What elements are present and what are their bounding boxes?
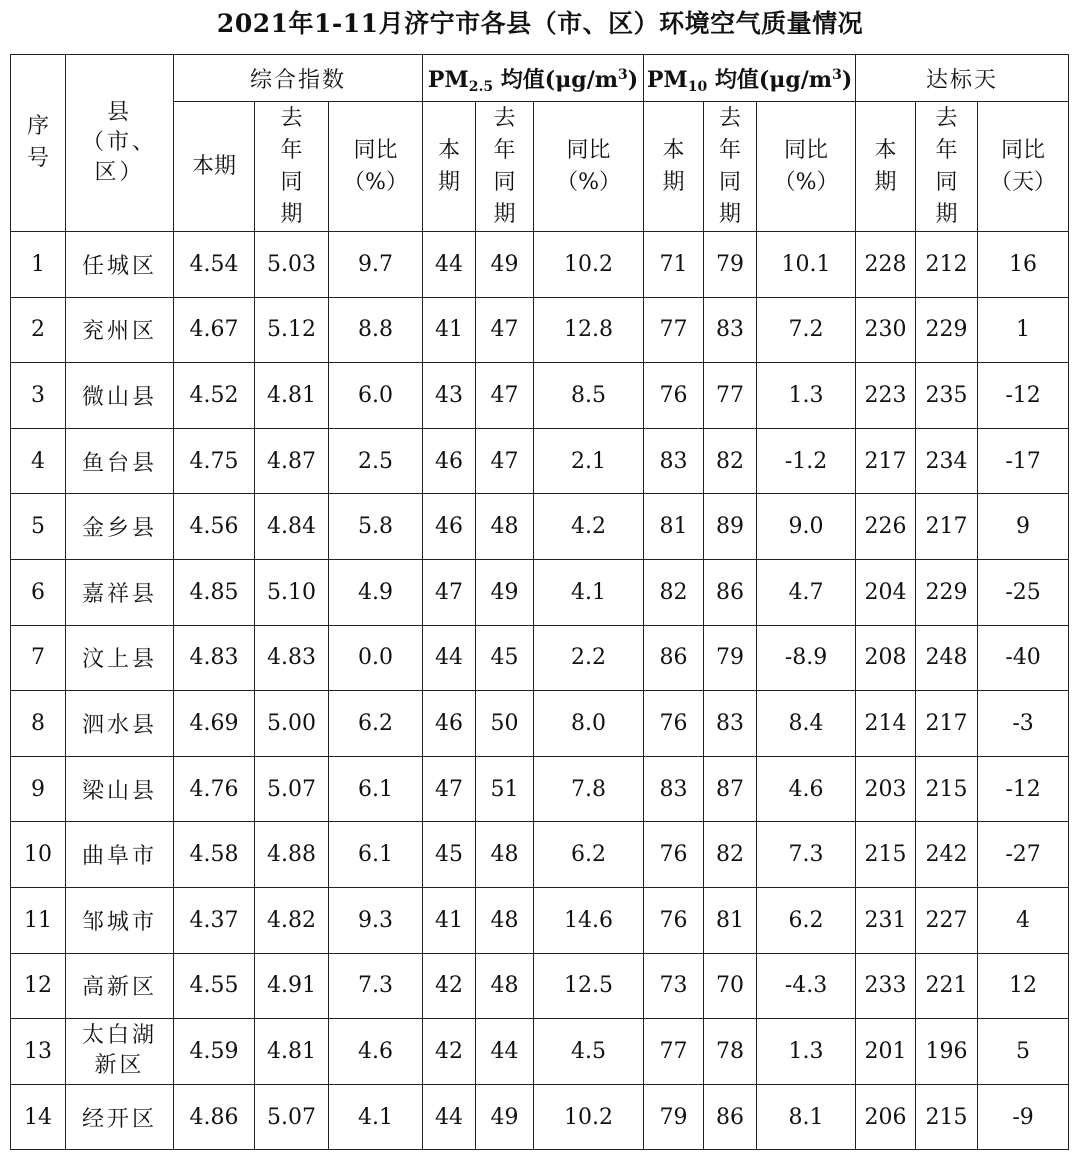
- pm25-yoy-cell: 8.0: [534, 691, 644, 757]
- ci-current-cell: 4.37: [174, 887, 255, 953]
- header-pm25-last-year: 去年同期: [476, 102, 534, 232]
- pm10-last-year-cell: 89: [704, 494, 757, 560]
- ci-yoy-cell: 4.6: [329, 1019, 423, 1085]
- ci-yoy-cell: 4.9: [329, 559, 423, 625]
- header-county: 县（市、区）: [66, 55, 174, 232]
- header-days-yoy: 同比（天）: [978, 102, 1069, 232]
- header-pm10-yoy: 同比（%）: [757, 102, 856, 232]
- days-last-year-cell: 235: [916, 363, 978, 429]
- pm25-yoy-cell: 14.6: [534, 887, 644, 953]
- county-cell: 金乡县: [66, 494, 174, 560]
- pm25-yoy-cell: 6.2: [534, 822, 644, 888]
- county-cell: 汶上县: [66, 625, 174, 691]
- pm10-last-year-cell: 83: [704, 297, 757, 363]
- table-row: [11, 1084, 1069, 1150]
- pm25-yoy-cell: 12.5: [534, 953, 644, 1019]
- pm10-yoy-cell: -8.9: [757, 625, 856, 691]
- ci-yoy-cell: 2.5: [329, 428, 423, 494]
- pm10-last-year-cell: 79: [704, 232, 757, 298]
- ci-current-cell: 4.83: [174, 625, 255, 691]
- pm25-last-year-cell: 47: [476, 363, 534, 429]
- pm10-current-cell: 82: [644, 559, 704, 625]
- county-cell: 经开区: [66, 1084, 174, 1150]
- seq-cell: 2: [11, 297, 66, 363]
- header-composite-index: 综合指数: [174, 55, 423, 102]
- pm10-last-year-cell: 83: [704, 691, 757, 757]
- pm10-last-year-cell: 86: [704, 559, 757, 625]
- ci-yoy-cell: 6.2: [329, 691, 423, 757]
- pm10-last-year-cell: 77: [704, 363, 757, 429]
- seq-cell: 7: [11, 625, 66, 691]
- pm25-yoy-cell: 8.5: [534, 363, 644, 429]
- pm25-current-cell: 42: [423, 953, 476, 1019]
- header-pm25-current: 本期: [423, 102, 476, 232]
- days-yoy-cell: 1: [978, 297, 1069, 363]
- ci-current-cell: 4.85: [174, 559, 255, 625]
- days-last-year-cell: 221: [916, 953, 978, 1019]
- ci-yoy-cell: 7.3: [329, 953, 423, 1019]
- pm10-yoy-cell: 9.0: [757, 494, 856, 560]
- ci-last-year-cell: 4.88: [255, 822, 329, 888]
- pm25-yoy-cell: 7.8: [534, 756, 644, 822]
- days-last-year-cell: 248: [916, 625, 978, 691]
- pm25-current-cell: 43: [423, 363, 476, 429]
- pm25-yoy-cell: 10.2: [534, 1084, 644, 1150]
- pm10-last-year-cell: 82: [704, 822, 757, 888]
- days-current-cell: 228: [856, 232, 916, 298]
- days-yoy-cell: -3: [978, 691, 1069, 757]
- ci-last-year-cell: 4.83: [255, 625, 329, 691]
- days-current-cell: 203: [856, 756, 916, 822]
- county-cell: 泗水县: [66, 691, 174, 757]
- days-last-year-cell: 227: [916, 887, 978, 953]
- days-yoy-cell: 16: [978, 232, 1069, 298]
- pm10-last-year-cell: 86: [704, 1084, 757, 1150]
- pm10-current-cell: 83: [644, 756, 704, 822]
- ci-last-year-cell: 5.10: [255, 559, 329, 625]
- pm25-last-year-cell: 48: [476, 887, 534, 953]
- pm25-last-year-cell: 47: [476, 297, 534, 363]
- pm10-yoy-cell: 7.2: [757, 297, 856, 363]
- ci-yoy-cell: 6.1: [329, 822, 423, 888]
- days-current-cell: 201: [856, 1019, 916, 1085]
- pm25-last-year-cell: 48: [476, 494, 534, 560]
- days-yoy-cell: 9: [978, 494, 1069, 560]
- pm25-last-year-cell: 49: [476, 232, 534, 298]
- header-compliant-days: 达标天: [856, 55, 1069, 102]
- pm10-yoy-cell: 4.7: [757, 559, 856, 625]
- pm25-yoy-cell: 10.2: [534, 232, 644, 298]
- seq-cell: 13: [11, 1019, 66, 1085]
- header-pm10-last-year: 去年同期: [704, 102, 757, 232]
- ci-yoy-cell: 5.8: [329, 494, 423, 560]
- pm10-yoy-cell: 8.4: [757, 691, 856, 757]
- table-row: [11, 822, 1069, 888]
- pm25-current-cell: 41: [423, 887, 476, 953]
- pm10-yoy-cell: 1.3: [757, 1019, 856, 1085]
- ci-current-cell: 4.75: [174, 428, 255, 494]
- pm25-yoy-cell: 4.1: [534, 559, 644, 625]
- seq-cell: 12: [11, 953, 66, 1019]
- county-cell: 任城区: [66, 232, 174, 298]
- ci-yoy-cell: 6.0: [329, 363, 423, 429]
- ci-last-year-cell: 4.84: [255, 494, 329, 560]
- days-last-year-cell: 217: [916, 494, 978, 560]
- pm10-yoy-cell: -1.2: [757, 428, 856, 494]
- seq-cell: 10: [11, 822, 66, 888]
- pm25-current-cell: 42: [423, 1019, 476, 1085]
- days-current-cell: 230: [856, 297, 916, 363]
- pm25-yoy-cell: 2.1: [534, 428, 644, 494]
- days-yoy-cell: -9: [978, 1084, 1069, 1150]
- pm25-current-cell: 41: [423, 297, 476, 363]
- days-last-year-cell: 234: [916, 428, 978, 494]
- days-current-cell: 231: [856, 887, 916, 953]
- days-last-year-cell: 242: [916, 822, 978, 888]
- ci-yoy-cell: 4.1: [329, 1084, 423, 1150]
- ci-yoy-cell: 9.7: [329, 232, 423, 298]
- pm10-current-cell: 83: [644, 428, 704, 494]
- days-yoy-cell: -12: [978, 756, 1069, 822]
- ci-last-year-cell: 5.00: [255, 691, 329, 757]
- ci-last-year-cell: 4.81: [255, 363, 329, 429]
- ci-current-cell: 4.58: [174, 822, 255, 888]
- pm25-last-year-cell: 50: [476, 691, 534, 757]
- header-days-current: 本期: [856, 102, 916, 232]
- days-current-cell: 223: [856, 363, 916, 429]
- ci-last-year-cell: 5.07: [255, 1084, 329, 1150]
- seq-cell: 8: [11, 691, 66, 757]
- days-current-cell: 217: [856, 428, 916, 494]
- pm25-last-year-cell: 49: [476, 1084, 534, 1150]
- pm10-last-year-cell: 79: [704, 625, 757, 691]
- pm25-current-cell: 44: [423, 1084, 476, 1150]
- header-ci-last-year: 去年同期: [255, 102, 329, 232]
- ci-current-cell: 4.76: [174, 756, 255, 822]
- pm10-yoy-cell: 10.1: [757, 232, 856, 298]
- pm10-yoy-cell: 6.2: [757, 887, 856, 953]
- ci-yoy-cell: 0.0: [329, 625, 423, 691]
- header-ci-yoy: 同比（%）: [329, 102, 423, 232]
- pm25-last-year-cell: 44: [476, 1019, 534, 1085]
- pm10-current-cell: 76: [644, 691, 704, 757]
- table-row: [11, 756, 1069, 822]
- table-row: [11, 887, 1069, 953]
- pm25-last-year-cell: 49: [476, 559, 534, 625]
- days-yoy-cell: -17: [978, 428, 1069, 494]
- table-row: [11, 625, 1069, 691]
- county-cell: 曲阜市: [66, 822, 174, 888]
- days-yoy-cell: 5: [978, 1019, 1069, 1085]
- ci-current-cell: 4.69: [174, 691, 255, 757]
- pm10-last-year-cell: 81: [704, 887, 757, 953]
- days-yoy-cell: -40: [978, 625, 1069, 691]
- header-pm10-current: 本期: [644, 102, 704, 232]
- table-row: [11, 559, 1069, 625]
- days-last-year-cell: 215: [916, 756, 978, 822]
- days-last-year-cell: 212: [916, 232, 978, 298]
- seq-cell: 5: [11, 494, 66, 560]
- days-last-year-cell: 217: [916, 691, 978, 757]
- days-current-cell: 233: [856, 953, 916, 1019]
- header-seq: 序号: [11, 55, 66, 232]
- ci-yoy-cell: 8.8: [329, 297, 423, 363]
- table-row: [11, 691, 1069, 757]
- pm10-current-cell: 76: [644, 822, 704, 888]
- pm10-last-year-cell: 82: [704, 428, 757, 494]
- county-cell: 兖州区: [66, 297, 174, 363]
- pm25-current-cell: 44: [423, 625, 476, 691]
- air-quality-table: [10, 54, 1069, 1150]
- days-current-cell: 208: [856, 625, 916, 691]
- pm10-last-year-cell: 70: [704, 953, 757, 1019]
- pm10-current-cell: 81: [644, 494, 704, 560]
- pm10-last-year-cell: 78: [704, 1019, 757, 1085]
- pm25-yoy-cell: 4.5: [534, 1019, 644, 1085]
- ci-yoy-cell: 6.1: [329, 756, 423, 822]
- table-row: [11, 297, 1069, 363]
- days-current-cell: 226: [856, 494, 916, 560]
- ci-current-cell: 4.54: [174, 232, 255, 298]
- seq-cell: 11: [11, 887, 66, 953]
- pm10-current-cell: 77: [644, 1019, 704, 1085]
- pm25-current-cell: 46: [423, 691, 476, 757]
- pm10-current-cell: 71: [644, 232, 704, 298]
- table-body: [11, 232, 1069, 1150]
- ci-current-cell: 4.56: [174, 494, 255, 560]
- pm25-last-year-cell: 48: [476, 953, 534, 1019]
- ci-current-cell: 4.55: [174, 953, 255, 1019]
- seq-cell: 1: [11, 232, 66, 298]
- county-cell: 鱼台县: [66, 428, 174, 494]
- header-row-groups: [11, 55, 1069, 102]
- pm25-yoy-cell: 4.2: [534, 494, 644, 560]
- days-current-cell: 215: [856, 822, 916, 888]
- ci-current-cell: 4.59: [174, 1019, 255, 1085]
- table-row: [11, 953, 1069, 1019]
- pm10-current-cell: 79: [644, 1084, 704, 1150]
- ci-last-year-cell: 4.82: [255, 887, 329, 953]
- table-row: [11, 232, 1069, 298]
- pm10-last-year-cell: 87: [704, 756, 757, 822]
- pm25-current-cell: 47: [423, 559, 476, 625]
- seq-cell: 9: [11, 756, 66, 822]
- header-pm10: $PM_{10}$ 均值$(\mu g/m^3)$: [644, 55, 856, 102]
- county-cell: 梁山县: [66, 756, 174, 822]
- county-cell: 太白湖新区: [66, 1019, 174, 1085]
- pm10-current-cell: 86: [644, 625, 704, 691]
- pm25-last-year-cell: 51: [476, 756, 534, 822]
- ci-last-year-cell: 4.91: [255, 953, 329, 1019]
- ci-last-year-cell: 4.87: [255, 428, 329, 494]
- days-last-year-cell: 215: [916, 1084, 978, 1150]
- pm10-current-cell: 76: [644, 363, 704, 429]
- pm25-current-cell: 44: [423, 232, 476, 298]
- ci-current-cell: 4.67: [174, 297, 255, 363]
- pm25-yoy-cell: 2.2: [534, 625, 644, 691]
- pm25-yoy-cell: 12.8: [534, 297, 644, 363]
- pm10-yoy-cell: 1.3: [757, 363, 856, 429]
- table-row: [11, 1019, 1069, 1085]
- seq-cell: 4: [11, 428, 66, 494]
- header-pm25: $PM_{2.5}$ 均值$(\mu g/m^3)$: [423, 55, 644, 102]
- days-yoy-cell: -25: [978, 559, 1069, 625]
- pm10-current-cell: 76: [644, 887, 704, 953]
- pm25-current-cell: 47: [423, 756, 476, 822]
- seq-cell: 3: [11, 363, 66, 429]
- pm25-current-cell: 45: [423, 822, 476, 888]
- ci-last-year-cell: 5.03: [255, 232, 329, 298]
- days-last-year-cell: 229: [916, 559, 978, 625]
- ci-last-year-cell: 4.81: [255, 1019, 329, 1085]
- days-current-cell: 214: [856, 691, 916, 757]
- ci-yoy-cell: 9.3: [329, 887, 423, 953]
- header-pm25-yoy: 同比（%）: [534, 102, 644, 232]
- ci-last-year-cell: 5.07: [255, 756, 329, 822]
- seq-cell: 14: [11, 1084, 66, 1150]
- pm10-yoy-cell: 4.6: [757, 756, 856, 822]
- ci-last-year-cell: 5.12: [255, 297, 329, 363]
- days-current-cell: 204: [856, 559, 916, 625]
- pm10-current-cell: 73: [644, 953, 704, 1019]
- pm10-current-cell: 77: [644, 297, 704, 363]
- days-yoy-cell: 12: [978, 953, 1069, 1019]
- pm10-yoy-cell: 8.1: [757, 1084, 856, 1150]
- table-row: [11, 363, 1069, 429]
- county-cell: 微山县: [66, 363, 174, 429]
- days-yoy-cell: 4: [978, 887, 1069, 953]
- pm25-last-year-cell: 48: [476, 822, 534, 888]
- pm10-yoy-cell: -4.3: [757, 953, 856, 1019]
- days-current-cell: 206: [856, 1084, 916, 1150]
- days-yoy-cell: -27: [978, 822, 1069, 888]
- ci-current-cell: 4.86: [174, 1084, 255, 1150]
- days-last-year-cell: 229: [916, 297, 978, 363]
- table-row: [11, 428, 1069, 494]
- county-cell: 高新区: [66, 953, 174, 1019]
- pm25-current-cell: 46: [423, 494, 476, 560]
- pm25-current-cell: 46: [423, 428, 476, 494]
- table-row: [11, 494, 1069, 560]
- seq-cell: 6: [11, 559, 66, 625]
- pm10-yoy-cell: 7.3: [757, 822, 856, 888]
- document-title: 2021年1-11月济宁市各县（市、区）环境空气质量情况: [216, 9, 864, 38]
- county-cell: 邹城市: [66, 887, 174, 953]
- header-ci-current: 本期: [174, 102, 255, 232]
- pm25-last-year-cell: 47: [476, 428, 534, 494]
- county-cell: 嘉祥县: [66, 559, 174, 625]
- pm25-last-year-cell: 45: [476, 625, 534, 691]
- days-last-year-cell: 196: [916, 1019, 978, 1085]
- ci-current-cell: 4.52: [174, 363, 255, 429]
- days-yoy-cell: -12: [978, 363, 1069, 429]
- header-days-last-year: 去年同期: [916, 102, 978, 232]
